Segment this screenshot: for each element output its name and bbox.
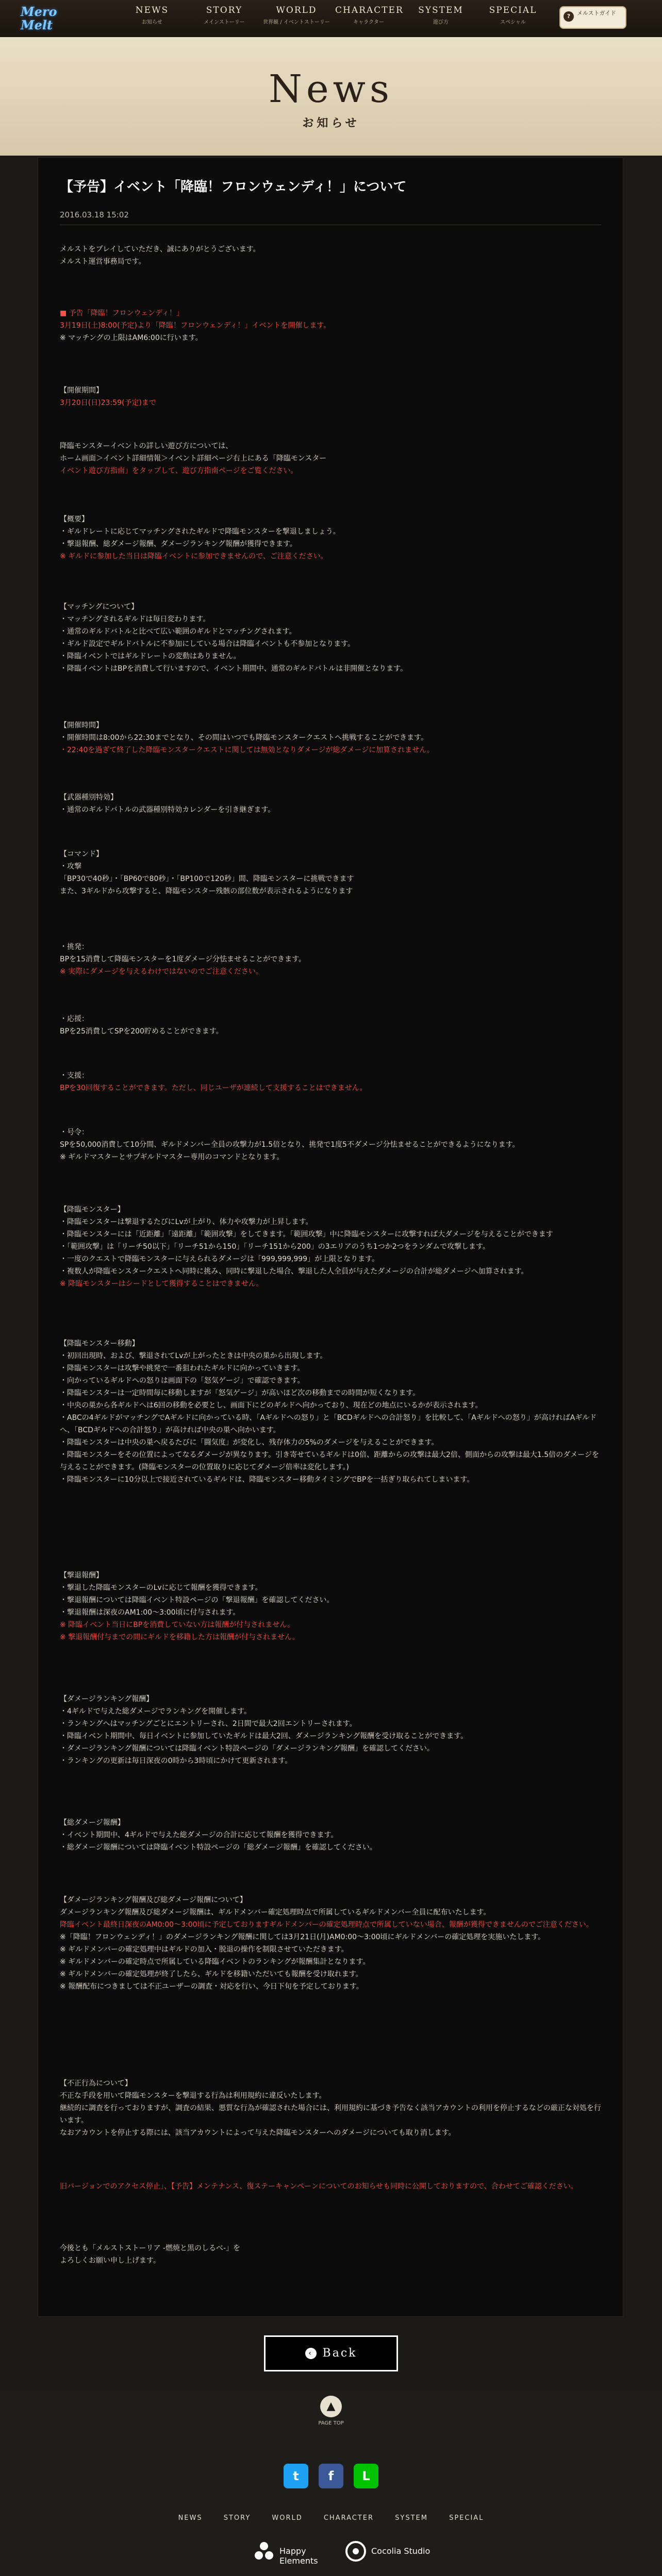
text-line: ・通常のギルドバトルと比べて広い範囲のギルドとマッチングされます。: [60, 628, 296, 636]
guide-button-label: メルストガイド: [577, 10, 617, 16]
text-line: ・初回出現時、および、撃退されてLvが上がったときは中央の巣から出現します。: [60, 1352, 327, 1360]
text-line: ・開催時間は8:00から22:30までとなり、その間はいつでも降臨モンスタークエストへ挑戦することができます。: [60, 734, 428, 742]
intro-section: [60, 243, 601, 268]
text-line: BPを30回復することができます。ただし、同じユーザが連続して支援することはできません。: [60, 1084, 367, 1092]
back-button-label: Back: [322, 2347, 357, 2360]
cocolia-studio-logo[interactable]: [344, 2540, 431, 2571]
text-line: ・降臨イベントはBPを消費して行いますので、イベント期間中、通常のギルドバトルは非開催となります。: [60, 665, 407, 673]
nav-label: SPECIAL: [489, 5, 537, 15]
chevron-left-icon: ‹: [305, 2348, 317, 2359]
text-line: 降臨イベント最終日深夜のAM0:00～3:00頃に予定しておりますギルドメンバーの確定処理時点で所属していない場合、報酬が獲得できませんのでご注意ください。: [60, 1921, 593, 1929]
happy-elements-icon: [253, 2540, 275, 2563]
text-line: ・降臨モンスターをその位置によってなるダメージが異なります。引き寄せているギルドは0倍、距離からの攻撃は最大2倍、側面からの攻撃は最大1.5倍のダメージを与えることができます。(降臨モンスターの位置取りに応じてダメージ倍率は変化します。): [60, 1451, 599, 1471]
brand-label: Cocolia Studio: [371, 2546, 431, 2556]
event-section: [60, 307, 601, 344]
nav-label: NEWS: [135, 5, 169, 15]
text-line: ・降臨モンスターは一定時間毎に移動しますが「怒気ゲージ」が高いほど次の移動までの時間が短くなります。: [60, 1389, 420, 1397]
fraud-section: [60, 2077, 601, 2139]
text-line: BPを15消費して降臨モンスターを1度ダメージ分怯ませることができます。: [60, 955, 306, 963]
text-line: ・撃退報酬、総ダメージ報酬、ダメージランキング報酬が獲得できます。: [60, 540, 297, 548]
text-line: ・ランキングの更新は毎日深夜の0時から3時頃にかけて更新されます。: [60, 1757, 292, 1765]
line-icon[interactable]: L: [354, 2464, 378, 2488]
related-notice: [60, 2180, 601, 2193]
cheer-section: [60, 1013, 601, 1038]
text-line: ・中央の巣から各ギルドへは6回の移動を必要とし、画面下にどのギルドへ向かっており、現在どの地点にいるかが表示されます。: [60, 1401, 483, 1410]
text-line: ※ ギルドメンバーの確定処理が終了したら、ギルドを移籍いただいても報酬を受け取れます。: [60, 1970, 363, 1978]
text-line: ・イベント期間中、4ギルドで与えた総ダメージの合計に応じて報酬を獲得できます。: [60, 1831, 338, 1839]
text-line: なおアカウントを停止する際には、該当アカウントによって与えた降臨モンスターへのダメージについても取り消します。: [60, 2129, 456, 2137]
section-heading: 【武器種別特効】: [60, 793, 118, 802]
text-line: ※「降臨！フロンウェンディ！」のダメージランキング報酬に関しては3月21日(月)AM0:00～3:00頃にギルドメンバーの確定処理を実施いたします。: [60, 1933, 545, 1941]
text-line: ※ 撃退報酬付与までの間にギルドを移籍した方は報酬が付与されません。: [60, 1633, 300, 1641]
text-line: 3月19日(土)8:00(予定)より「降臨！フロンウェンディ！」イベントを開催します。: [60, 321, 331, 330]
support-section: [60, 1070, 601, 1094]
section-heading: 【不正行為について】: [60, 2079, 132, 2088]
footer-nav-system[interactable]: SYSTEM: [395, 2514, 428, 2522]
text-line: 「BP30で40秒」・「BP60で80秒」・「BP100で120秒」間、降臨モンスターに挑戦できます: [60, 875, 354, 883]
section-heading: 【コマンド】: [60, 850, 103, 858]
overview-section: [60, 513, 601, 563]
footer-nav-character[interactable]: CHARACTER: [323, 2514, 374, 2522]
text-line: ・一度のクエストで降臨モンスターに与えられるダメージは「999,999,999」が上限となります。: [60, 1255, 379, 1263]
nav-item-special[interactable]: [479, 5, 547, 25]
nav-item-story[interactable]: [191, 5, 258, 25]
nav-sublabel: 遊び方: [433, 20, 449, 25]
text-line: ・「範囲攻撃」は「リーチ50以下」「リーチ51から150」「リーチ151から200」の3エリアのうち1つか2つをランダムで攻撃します。: [60, 1243, 490, 1251]
description-section: [60, 440, 601, 477]
article-title: 【予告】イベント「降臨！フロンウェンディ！」について: [60, 179, 407, 195]
text-line: ・ランキングへはマッチングごとにエントリーされ、2日間で最大2回エントリーされます。: [60, 1720, 357, 1728]
weapon-section: [60, 791, 601, 816]
text-line: よろしくお願い申し上げます。: [60, 2257, 160, 2265]
happy-elements-logo[interactable]: [253, 2540, 318, 2571]
section-heading: 【ダメージランキング報酬】: [60, 1695, 154, 1703]
text-line: ・複数人が降臨モンスタークエストへ同時に挑み、同時に撃退した場合、撃退した人全員が与えたダメージの合計が総ダメージへ加算されます。: [60, 1267, 528, 1276]
text-line: ・ギルド設定でギルドバトルに不参加にしている場合は降臨イベントも不参加となります。: [60, 640, 355, 648]
related-link[interactable]: 旧バージョンでのアクセス停止」、【予告】メンテナンス、復ステーキャンペーンについてのお知らせも同時に公開しておりますので、合わせてご確認ください。: [60, 2182, 578, 2191]
nav-label: STORY: [206, 5, 243, 15]
period-section: [60, 384, 601, 409]
text-line: ・総ダメージ報酬については降臨イベント特設ページの「総ダメージ報酬」を確認してください。: [60, 1843, 377, 1852]
text-line: 今後とも「メルストストーリア -燃焼と黒のしるべ-」を: [60, 2244, 240, 2252]
text-line: SPを50,000消費して10分間、ギルドメンバー全員の攻撃力が1.5倍となり、挑発で1度5不ダメージ分怯ませることができるようになります。: [60, 1141, 520, 1149]
text-line: 継続的に調査を行っておりますが、調査の結果、悪質な行為が確認された場合には、利用規約に基づき予告なく該当アカウントの利用を停止するなどの厳正な対処を行います。: [60, 2104, 601, 2125]
back-button[interactable]: [264, 2335, 398, 2371]
text-line: BPを25消費してSPを200貯めることができます。: [60, 1027, 223, 1036]
section-heading: 【開催時間】: [60, 721, 103, 730]
text-line: ・降臨モンスターに10分以上で接近されているギルドは、降臨モンスター移動タイミングでBPを一括ぎり取られてしまいます。: [60, 1476, 474, 1484]
brand-label: Happy Elements: [279, 2546, 318, 2566]
section-heading: 【マッチングについて】: [60, 603, 139, 611]
arrow-up-icon: ▲: [320, 2396, 342, 2417]
text-line: ・降臨モンスターは攻撃や挑発で一番狙われたギルドに向かっていきます。: [60, 1364, 305, 1372]
text-line: ・ダメージランキング報酬については降臨イベント特設ページの「ダメージランキング報酬」を確認してください。: [60, 1744, 435, 1753]
nav-label: CHARACTER: [335, 5, 404, 15]
closing-section: [60, 2242, 601, 2267]
footer-nav: [0, 2512, 662, 2522]
schedule-section: [60, 719, 601, 756]
footer-nav-world[interactable]: WORLD: [272, 2514, 303, 2522]
section-heading: 【降臨モンスター移動】: [60, 1340, 139, 1348]
site-logo[interactable]: Mero Melt: [21, 4, 57, 32]
section-heading: 【ダメージランキング報酬及び総ダメージ報酬について】: [60, 1896, 247, 1904]
text-line: 降臨モンスターイベントの詳しい遊び方については、: [60, 442, 233, 450]
nav-label: WORLD: [276, 5, 317, 15]
section-heading: 【概要】: [60, 515, 89, 523]
section-heading: 【撃退報酬】: [60, 1571, 103, 1580]
text-line: ※ ギルドマスターとサブギルドマスター専用のコマンドとなります。: [60, 1153, 284, 1161]
nav-sublabel: お知らせ: [142, 20, 162, 25]
section-heading: 【総ダメージ報酬】: [60, 1819, 125, 1827]
page-title: News: [269, 67, 393, 111]
payout-section: [60, 1894, 601, 1993]
text-line: ・撃退報酬については降臨イベント特設ページの「撃退報酬」を確認してください。: [60, 1596, 334, 1604]
command-section: [60, 848, 601, 897]
text-line: ・降臨イベント期間中、毎日イベントに参加していたギルドは最大2回、ダメージランキング報酬を受け取ることができます。: [60, 1732, 468, 1740]
text-line: ※ マッチングの上限はAM6:00に行います。: [60, 334, 203, 342]
text-line: ホーム画面＞イベント詳細情報＞イベント詳細ページ右上にある「降臨モンスター: [60, 454, 327, 463]
nav-sublabel: 世界観 / イベントストーリー: [263, 20, 330, 25]
text-line: ・降臨イベントではギルドレートの変動はありません。: [60, 652, 241, 660]
page-top-button[interactable]: [310, 2396, 352, 2426]
nav-label: SYSTEM: [418, 5, 464, 15]
section-heading: ・号令：: [60, 1128, 89, 1137]
text-line: ・撃退報酬は深夜のAM1:00～3:00頃に付与されます。: [60, 1608, 240, 1617]
text-line: ※ 降臨イベント当日にBPを消費していない方は報酬が付与されません。: [60, 1621, 295, 1629]
text-line: ※ 実際にダメージを与えるわけではないのでご注意ください。: [60, 968, 263, 976]
text-line: ダメージランキング報酬及び総ダメージ報酬は、ギルドメンバー確定処理時点で所属しているギルドメンバー全員に配布いたします。: [60, 1908, 491, 1917]
text-line: 不正な手段を用いて降臨モンスターを撃退する行為は利用規約に違反いたします。: [60, 2092, 326, 2100]
text-line: ・降臨モンスターは撃退するたびにLvが上がり、体力や攻撃力が上昇します。: [60, 1218, 313, 1226]
section-heading: ・応援：: [60, 1015, 89, 1023]
nav-item-world[interactable]: [263, 5, 330, 25]
cocolia-icon: [344, 2540, 367, 2563]
text-line: イベント遊び方指南」をタップして、遊び方指南ページをご覧ください。: [60, 467, 298, 475]
facebook-icon[interactable]: f: [319, 2464, 343, 2488]
question-icon: ?: [564, 11, 574, 22]
order-section: [60, 1126, 601, 1163]
text-line: ・22:40を過ぎて終了した降臨モンスタークエストに関しては無効となりダメージが総ダメージに加算されません。: [60, 746, 434, 754]
text-line: ・攻撃: [60, 862, 81, 871]
ranking-section: [60, 1693, 601, 1767]
nav-sublabel: スペシャル: [500, 20, 526, 25]
text-line: また、3ギルドから攻撃すると、降臨モンスター残骸の部位数が表示されるようになります: [60, 887, 353, 895]
total-section: [60, 1817, 601, 1854]
text-line: ※ ギルドメンバーの確定時点で所属している降臨イベントのランキングが報酬集計となります。: [60, 1958, 370, 1966]
text-line: メルスト運営事務局です。: [60, 258, 146, 266]
article-date: 2016.03.18 15:02: [60, 210, 129, 219]
text-line: ・降臨モンスターには「近距離」「遠距離」「範囲攻撃」をしてきます。「範囲攻撃」中に降臨モンスターに攻撃すれば大ダメージを与えることができます: [60, 1230, 553, 1239]
section-heading: 【開催期間】: [60, 386, 103, 395]
text-line: ・向かっているギルドへの怒りは画面下の「怒気ゲージ」で確認できます。: [60, 1377, 305, 1385]
event-heading: ■ 予告「降臨！フロンウェンディ！」: [60, 309, 184, 317]
text-line: ・マッチングされるギルドは毎日変わります。: [60, 615, 210, 623]
page-subtitle: お知らせ: [302, 117, 360, 130]
site-header: [0, 0, 662, 38]
text-line: ・ギルドレートに応じてマッチングされたギルドで降臨モンスターを撃退しましょう。: [60, 528, 340, 536]
nav-sublabel: メインストーリー: [204, 20, 245, 25]
text-line: ・降臨モンスターは中央の巣へ戻るたびに「闘気度」が変化し、残存体力の5%のダメージを与えることができます。: [60, 1438, 439, 1447]
main-nav: [119, 5, 567, 32]
matching-section: [60, 601, 601, 675]
text-line: ※ ギルドメンバーの確定処理中はギルドの加入・脱退の操作を制限させていただきます。: [60, 1945, 349, 1954]
text-line: ※ 報酬配布につきましては不正ユーザーの調査・対応を行い、今日下旬を予定しております。: [60, 1982, 363, 1991]
section-heading: ・支援：: [60, 1072, 89, 1080]
guide-button[interactable]: [559, 6, 626, 29]
section-heading: ・挑発：: [60, 943, 89, 951]
news-article: [38, 158, 623, 2316]
monster-section: [60, 1204, 601, 1290]
page-top-label: PAGE TOP: [318, 2420, 344, 2426]
text-line: ・ABCの4ギルドがマッチングでAギルドに向かっている時、「Aギルドへの怒り」と「BCDギルドへの合計怒り」を比較して、「Aギルドへの怒り」が高ければAギルドへ、「BCDギルドへの合計怒り」が高ければ中央の巣へ向かいます。: [60, 1414, 597, 1434]
text-line: ※ 降臨モンスターはシードとして獲得することはできません。: [60, 1280, 263, 1288]
provoke-section: [60, 941, 601, 978]
text-line: ・4ギルドで与えた総ダメージでランキングを開催します。: [60, 1707, 251, 1716]
section-heading: 【降臨モンスター】: [60, 1206, 125, 1214]
warning-line: ※ ギルドに参加した当日は降臨イベントに参加できませんので、ご注意ください。: [60, 552, 328, 561]
footer-nav-story[interactable]: STORY: [223, 2514, 251, 2522]
footer-nav-special[interactable]: SPECIAL: [449, 2514, 484, 2522]
move-section: [60, 1337, 601, 1486]
nav-item-system[interactable]: [407, 5, 474, 25]
reward-section: [60, 1569, 601, 1643]
text-line: 3月20日(日)23:59(予定)まで: [60, 399, 156, 407]
nav-item-character[interactable]: [335, 5, 402, 25]
text-line: メルストをプレイしていただき、誠にありがとうございます。: [60, 245, 260, 253]
footer-nav-news[interactable]: NEWS: [178, 2514, 203, 2522]
nav-item-news[interactable]: [119, 5, 186, 25]
nav-sublabel: キャラクター: [353, 20, 384, 25]
text-line: ・撃退した降臨モンスターのLvに応じて報酬を獲得できます。: [60, 1584, 262, 1592]
text-line: ・通常のギルドバトルの武器種別特効カレンダーを引き継ぎます。: [60, 806, 275, 814]
page-title-band: [0, 37, 662, 156]
twitter-icon[interactable]: t: [284, 2464, 308, 2488]
